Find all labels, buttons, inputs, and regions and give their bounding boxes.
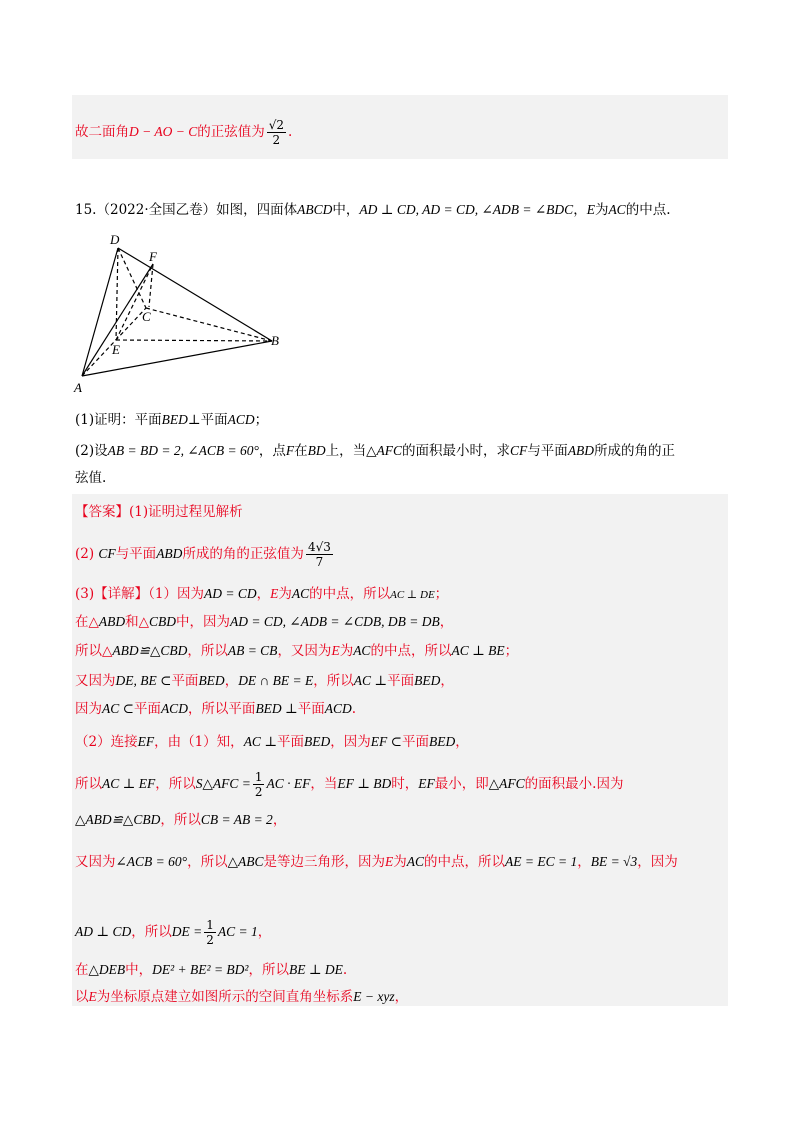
d5-a: AC ⊂ (102, 701, 134, 716)
label-f: F (149, 249, 157, 264)
e2-c: 时， (391, 776, 419, 792)
problem-intro: 如图，四面体 (216, 202, 298, 218)
half-fraction (253, 770, 265, 799)
d2-mid: 中，因为 (176, 614, 231, 630)
d3-mid: ，所以 (187, 643, 228, 659)
dihedral-angle-expr: D − AO − C (129, 124, 198, 139)
tetrahedron-figure (70, 228, 300, 396)
previous-conclusion (75, 118, 292, 147)
d4-ac: AC ⊥ (353, 673, 388, 688)
d2-end: ， (439, 614, 454, 630)
part1-perp: ⊥平面 (187, 412, 228, 428)
problem-number: 15. (75, 202, 97, 218)
part2-question-line2: 弦值. (75, 470, 107, 486)
problem-source: （2022·全国乙卷） (96, 202, 217, 218)
problem-statement (75, 200, 671, 220)
segment-ef (116, 264, 153, 340)
e5-end: ， (257, 924, 272, 940)
part2-question-line1 (75, 441, 675, 461)
e4-end: ，因为 (637, 854, 678, 870)
answer-part2 (75, 540, 335, 569)
d1-eq: AD = CD (203, 586, 257, 601)
p2-plane: 与平面 (527, 443, 568, 459)
detail-line-12 (75, 987, 408, 1007)
e7-end: ， (394, 989, 409, 1005)
d5-end: . (351, 701, 357, 717)
e6-b: ，所以 (248, 962, 289, 978)
detail-line-7 (75, 770, 623, 799)
e6-end: . (342, 962, 348, 978)
d3-cong: ABD≌△CBD (112, 643, 188, 658)
edge-ab (82, 341, 272, 376)
e4-be: BE = √3 (590, 854, 638, 869)
d3-b: ，又因为 (277, 643, 332, 659)
d3-ac: AC (353, 643, 371, 658)
a2-post: 所成的角的正弦值为 (182, 546, 304, 562)
e1-ac: AC ⊥ (243, 734, 278, 749)
e1-d: 平面 (401, 734, 429, 750)
problem-e: E (586, 202, 595, 217)
d4-a: DE, BE ⊂ (115, 673, 172, 688)
tetrahedron-name: ABCD (297, 202, 333, 217)
e5-perp: AD ⊥ CD (75, 924, 132, 939)
d4-bed2: BED (414, 673, 441, 688)
detail-line-6 (75, 732, 469, 752)
part1-acd: ACD (227, 412, 255, 427)
p2-f: F (285, 443, 295, 458)
d3-eq: AB = CB (227, 643, 278, 658)
half-fraction-2 (204, 918, 216, 947)
e3-cong: △ABD≌△CBD (75, 812, 161, 827)
answer-fraction (306, 540, 333, 569)
part1-question (75, 410, 268, 430)
conclusion-prefix: 故二面角 (75, 124, 129, 140)
e5-den: 2 (206, 933, 214, 947)
a2-mid: 与平面 (115, 546, 157, 562)
conclusion-middle: 的正弦值为 (197, 124, 265, 140)
d1-end: ； (434, 586, 449, 602)
sqrt2-over-2-fraction (267, 118, 286, 147)
e2-den: 2 (254, 785, 263, 799)
d2-abd: ABD (98, 614, 126, 629)
problem-comma: ， (573, 202, 587, 218)
e1-end: ， (455, 734, 469, 750)
e7-sys: E − xyz (353, 989, 395, 1004)
segment-de (116, 248, 118, 340)
p2-on: 在 (294, 443, 308, 459)
e2-b: ，当 (310, 776, 338, 792)
d2-and: 和△ (125, 614, 150, 630)
e4-a: ，所以 (187, 854, 228, 870)
d5-acd: ACD (160, 701, 188, 716)
p2-min: 的面积最小时，求 (402, 443, 511, 459)
part1-text: (1)证明：平面 (75, 412, 162, 428)
d4-int: DE ∩ BE = E (238, 673, 314, 688)
e3-end: ， (272, 812, 287, 828)
d4-e: 平面 (387, 673, 415, 689)
a2-den: 7 (315, 555, 324, 569)
e1-ef: EF (137, 734, 155, 749)
e1-pre: （2）连接 (75, 734, 138, 750)
d3-end: ； (504, 643, 519, 659)
problem-conditions: AD ⊥ CD, AD = CD, ∠ADB = ∠BDC (359, 202, 574, 217)
detail-line-10 (75, 918, 271, 947)
d4-bed: BED (198, 673, 225, 688)
d4-pre: 又因为 (75, 673, 116, 689)
d5-acd2: ACD (324, 701, 352, 716)
detail-line-8 (75, 810, 286, 830)
problem-e-text: 为 (594, 202, 609, 218)
problem-midpoint: 的中点. (625, 202, 671, 218)
d5-d: 平面 (297, 701, 325, 717)
label-d: D (110, 232, 120, 247)
e3-a: ，所以 (160, 812, 201, 828)
d1-pre: (3)【详解】（1）因为 (75, 586, 204, 602)
e7-a: 为坐标原点建立如图所示的空间直角坐标系 (96, 989, 354, 1005)
d1-d: 的中点，所以 (309, 586, 391, 602)
d4-c: ， (224, 673, 239, 689)
e6-deb: △DEB (88, 962, 126, 977)
answer-part1: 【答案】(1)证明过程见解析 (75, 504, 243, 520)
e2-pre: 所以 (75, 776, 102, 792)
d5-c: ，所以平面 (187, 701, 256, 717)
d1-b: ， (256, 586, 271, 602)
problem-ac: AC (608, 202, 626, 217)
e2-ef: EF ⊥ BD (337, 776, 392, 791)
detail-line-4 (75, 671, 454, 691)
p2-b: ，点 (258, 443, 286, 459)
e2-a: ，所以 (155, 776, 196, 792)
e5-a: ，所以 (131, 924, 172, 940)
edge-db (118, 248, 272, 341)
e2-s: S△AFC = (195, 776, 251, 791)
e4-pre: 又因为 (75, 854, 116, 870)
d1-e: E (270, 586, 279, 601)
d5-bed: BED ⊥ (255, 701, 298, 716)
d1-c: 为 (278, 586, 292, 602)
e1-c: ，因为 (330, 734, 371, 750)
fraction-numerator: √2 (268, 118, 285, 132)
e3-eq: CB = AB = 2 (200, 812, 273, 827)
problem-in: 中， (332, 202, 360, 218)
p2-abd: ABD (567, 443, 595, 458)
e1-b: 平面 (277, 734, 305, 750)
d2-cbd: CBD (149, 614, 177, 629)
p2-when: 上，当△ (325, 443, 377, 459)
part1-end: ； (254, 412, 269, 428)
e5-num: 1 (206, 918, 214, 932)
d3-pre: 所以△ (75, 643, 113, 659)
e1-bed2: BED (428, 734, 456, 749)
a2-cf: CF (98, 546, 116, 561)
e4-abc: △ABC (227, 854, 264, 869)
edge-cb (146, 308, 272, 341)
detail-line-2 (75, 612, 453, 632)
e6-eq: DE² + BE² = BD² (152, 962, 249, 977)
e6-pre: 在 (75, 962, 89, 978)
e4-c: 为 (393, 854, 407, 870)
detail-line-5 (75, 699, 356, 719)
a2-num: 4√3 (307, 540, 331, 554)
p2-cf: CF (510, 443, 528, 458)
e2-d: 最小，即 (434, 776, 489, 792)
e2-ac: AC · EF (266, 776, 311, 791)
e5-de: DE = (171, 924, 203, 939)
conclusion-suffix: . (288, 124, 293, 140)
e4-d: 的中点，所以 (423, 854, 505, 870)
e2-perp: AC ⊥ EF (102, 776, 156, 791)
e1-a: ，由（1）知， (154, 734, 244, 750)
d5-b: 平面 (133, 701, 161, 717)
d1-perp: AC ⊥ DE (390, 589, 435, 601)
segment-eb (116, 340, 272, 341)
e4-e: E (384, 854, 394, 869)
e4-ac: AC (406, 854, 424, 869)
e2-num: 1 (254, 770, 263, 784)
d4-d: ，所以 (313, 673, 354, 689)
e4-comma: ， (577, 854, 591, 870)
e2-afc: △AFC (488, 776, 525, 791)
d1-ac: AC (291, 586, 310, 601)
e7-pre: 以 (75, 989, 89, 1005)
label-a: A (74, 380, 82, 395)
detail-line-11 (75, 960, 347, 980)
d2-eq: AD = CD, ∠ADB = ∠CDB, DB = DB (230, 614, 440, 629)
p2-given: AB = BD = 2, ∠ACB = 60° (107, 443, 259, 458)
detail-line-1 (75, 584, 448, 605)
p2-a: (2)设 (75, 443, 108, 459)
detail-line-3 (75, 641, 518, 661)
e7-e: E (88, 989, 97, 1004)
e4-b: 是等边三角形，因为 (263, 854, 385, 870)
fraction-denominator: 2 (272, 133, 281, 147)
d3-perp: AC ⊥ BE (451, 643, 505, 658)
d5-pre: 因为 (75, 701, 102, 717)
d3-d: 的中点，所以 (370, 643, 452, 659)
d3-c: 为 (339, 643, 354, 659)
e5-ac: AC = 1 (217, 924, 258, 939)
e2-ef2: EF (418, 776, 435, 791)
d4-end: ， (440, 673, 454, 689)
d2-pre: 在△ (75, 614, 99, 630)
e4-ang: ∠ACB = 60° (115, 854, 188, 869)
a2-abd: ABD (156, 546, 183, 561)
e1-bed: BED (304, 734, 331, 749)
d4-b: 平面 (171, 673, 199, 689)
e2-end: 的面积最小.因为 (524, 776, 624, 792)
e6-perp: BE ⊥ DE (288, 962, 343, 977)
part1-bed: BED (161, 412, 188, 427)
a2-pre: (2) (75, 546, 95, 562)
label-c: C (142, 309, 151, 324)
label-e: E (112, 342, 120, 357)
detail-line-9 (75, 852, 678, 872)
label-b: B (271, 333, 279, 348)
d3-e: E (331, 643, 340, 658)
p2-angle: 所成的角的正 (594, 443, 676, 459)
p2-afc: AFC (376, 443, 403, 458)
e6-a: 中， (125, 962, 153, 978)
p2-bd: BD (307, 443, 326, 458)
e1-ef2: EF ⊂ (370, 734, 402, 749)
e4-eq: AE = EC = 1 (504, 854, 578, 869)
